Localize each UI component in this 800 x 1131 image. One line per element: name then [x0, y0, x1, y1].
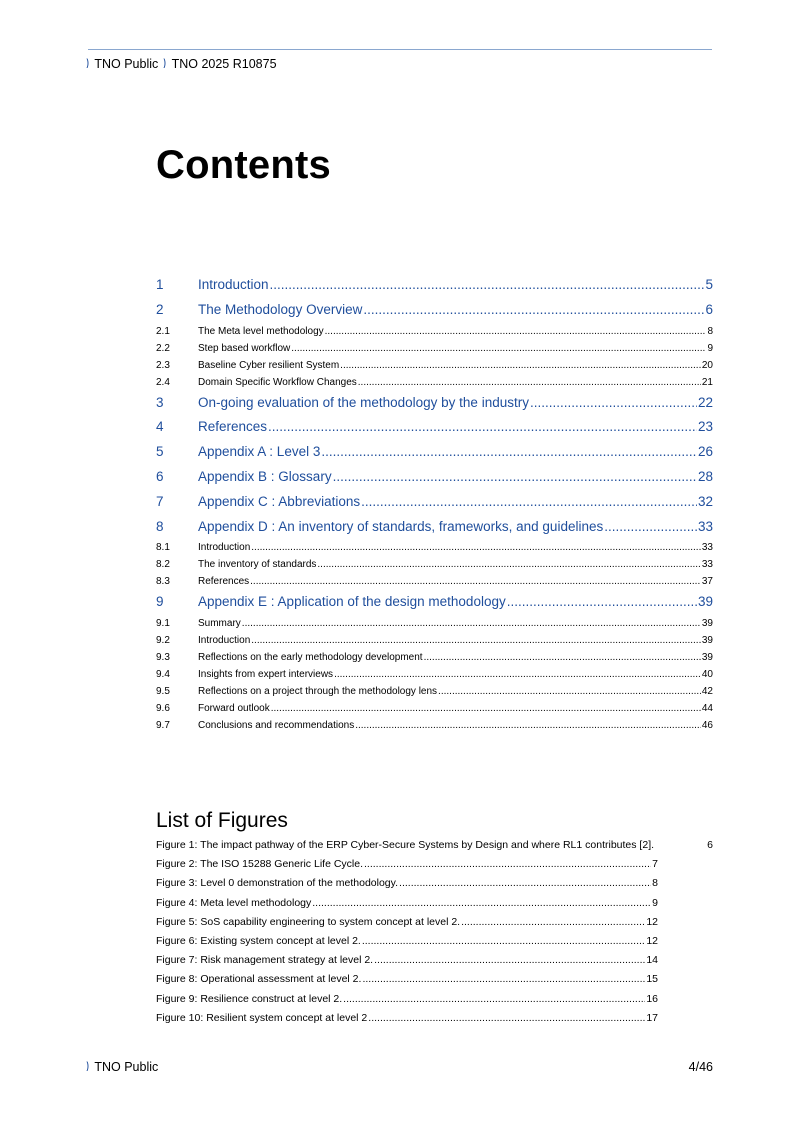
- figure-entry[interactable]: [156, 855, 658, 874]
- dot-leader: [333, 465, 697, 490]
- toc-title: References: [198, 419, 268, 435]
- figure-entry[interactable]: [156, 932, 658, 951]
- dot-leader: [374, 951, 645, 970]
- toc-number: 8.3: [156, 576, 170, 588]
- dot-leader: [530, 391, 697, 416]
- dot-leader: [325, 323, 707, 340]
- dot-leader: [461, 913, 645, 932]
- figure-entry[interactable]: [156, 1009, 658, 1028]
- figure-page-number: 9: [652, 896, 658, 909]
- toc-number: 1: [156, 277, 164, 292]
- tno-mark-icon: ): [86, 58, 89, 69]
- toc-page-number: 42: [701, 686, 713, 698]
- toc-page-number: 40: [701, 669, 713, 681]
- figure-caption: Figure 3: Level 0 demonstration of the methodology.: [156, 877, 399, 890]
- toc-page-number: 8: [707, 325, 713, 337]
- toc-title: Appendix D : An inventory of standards, frameworks, and guidelines: [198, 518, 604, 534]
- toc-entry[interactable]: [156, 649, 713, 666]
- toc-number: 4: [156, 419, 164, 435]
- toc-number: 6: [156, 468, 164, 484]
- figure-entry[interactable]: [156, 836, 713, 855]
- page-indicator: 4/46: [688, 1060, 713, 1074]
- toc-title: Step based workflow: [198, 342, 291, 354]
- toc-page-number: 39: [701, 635, 713, 647]
- figure-page-number: 16: [646, 992, 658, 1005]
- toc-entry[interactable]: [156, 391, 713, 416]
- toc-page-number: 33: [697, 518, 713, 534]
- dot-leader: [291, 340, 706, 357]
- figure-page-number: 7: [652, 858, 658, 871]
- toc-title: The Methodology Overview: [198, 301, 363, 317]
- toc-number: 9.7: [156, 720, 170, 732]
- toc-page-number: 39: [697, 594, 713, 610]
- toc-entry[interactable]: [156, 666, 713, 683]
- toc-entry[interactable]: [156, 515, 713, 540]
- dot-leader: [317, 556, 700, 573]
- toc-page-number: 33: [701, 559, 713, 571]
- toc-number: 9.4: [156, 669, 170, 681]
- page-header: [86, 56, 277, 72]
- dot-leader: [271, 700, 701, 717]
- toc-entry[interactable]: [156, 298, 713, 323]
- dot-leader: [334, 666, 701, 683]
- toc-title: Baseline Cyber resilient System: [198, 359, 340, 371]
- toc-page-number: 33: [701, 542, 713, 554]
- toc-entry[interactable]: [156, 590, 713, 615]
- toc-number: 9: [156, 594, 164, 610]
- toc-page-number: 32: [697, 493, 713, 509]
- dot-leader: [242, 615, 701, 632]
- dot-leader: [424, 649, 701, 666]
- figure-page-number: 14: [646, 954, 658, 967]
- toc-number: 2.2: [156, 342, 170, 354]
- toc-number: 9.3: [156, 652, 170, 664]
- dot-leader: [343, 990, 645, 1009]
- toc-page-number: 44: [701, 703, 713, 715]
- toc-title: References: [198, 576, 250, 588]
- toc-title: Introduction: [198, 277, 269, 292]
- list-of-figures-title: List of Figures: [156, 809, 288, 832]
- dot-leader: [361, 490, 697, 515]
- footer-classification: TNO Public: [94, 1060, 159, 1074]
- toc-entry[interactable]: [156, 717, 713, 734]
- toc-number: 8: [156, 518, 164, 534]
- toc-title: Reflections on a project through the methodology lens: [198, 686, 438, 698]
- toc-number: 9.5: [156, 686, 170, 698]
- dot-leader: [363, 298, 704, 323]
- dot-leader: [358, 374, 701, 391]
- toc-number: 8.1: [156, 542, 170, 554]
- toc-page-number: 37: [701, 576, 713, 588]
- figure-entry[interactable]: [156, 990, 658, 1009]
- toc-number: 5: [156, 444, 164, 460]
- toc-entry[interactable]: [156, 632, 713, 649]
- toc-title: Domain Specific Workflow Changes: [198, 376, 357, 388]
- toc-entry[interactable]: [156, 357, 713, 374]
- figure-caption: Figure 1: The impact pathway of the ERP Cyber-Secure Systems by Design and where RL1 contributes [2].: [156, 839, 655, 851]
- figure-page-number: 12: [646, 934, 658, 947]
- toc-title: The Meta level methodology: [198, 325, 324, 337]
- toc-page-number: 22: [697, 394, 713, 410]
- figure-entry[interactable]: [156, 951, 658, 970]
- figure-caption: Figure 7: Risk management strategy at level 2.: [156, 954, 374, 967]
- toc-title: Appendix C : Abbreviations: [198, 493, 361, 509]
- header-rule: [88, 49, 712, 50]
- toc-entry[interactable]: [156, 615, 713, 632]
- figure-caption: Figure 2: The ISO 15288 Generic Life Cycle.: [156, 858, 363, 871]
- list-of-figures: [156, 836, 713, 1028]
- toc-page-number: 6: [705, 301, 713, 317]
- dot-leader: [362, 970, 645, 989]
- figure-page-number: 12: [646, 915, 658, 928]
- figure-page-number: 15: [646, 973, 658, 986]
- toc-entry[interactable]: [156, 465, 713, 490]
- toc-page-number: 39: [701, 618, 713, 630]
- dot-leader: [321, 440, 697, 465]
- toc-title: Reflections on the early methodology development: [198, 652, 423, 664]
- dot-leader: [251, 632, 701, 649]
- dot-leader: [268, 415, 697, 440]
- figure-page-number: 17: [646, 1011, 658, 1024]
- toc-entry[interactable]: [156, 490, 713, 515]
- toc-entry[interactable]: [156, 340, 713, 357]
- dot-leader: [399, 874, 651, 893]
- toc-number: 3: [156, 394, 164, 410]
- toc-title: Appendix E : Application of the design methodology: [198, 594, 506, 610]
- dot-leader: [362, 932, 645, 951]
- dot-leader: [340, 357, 701, 374]
- toc-entry[interactable]: [156, 556, 713, 573]
- header-report-number: TNO 2025 R10875: [171, 57, 277, 71]
- toc-entry[interactable]: [156, 440, 713, 465]
- figure-entry[interactable]: [156, 874, 658, 893]
- figure-caption: Figure 8: Operational assessment at level 2.: [156, 973, 362, 986]
- toc-title: Appendix B : Glossary: [198, 468, 332, 484]
- dot-leader: [364, 855, 651, 874]
- toc-title: Introduction: [198, 635, 251, 647]
- figure-entry[interactable]: [156, 894, 658, 913]
- toc-number: 9.6: [156, 703, 170, 715]
- toc-number: 7: [156, 493, 164, 509]
- toc-entry[interactable]: [156, 374, 713, 391]
- toc-title: Summary: [198, 618, 241, 630]
- toc-entry[interactable]: [156, 415, 713, 440]
- toc-entry[interactable]: [156, 683, 713, 700]
- toc-entry[interactable]: [156, 573, 713, 590]
- toc-number: 2: [156, 301, 164, 317]
- figure-caption: Figure 4: Meta level methodology: [156, 896, 312, 909]
- figure-caption: Figure 9: Resilience construct at level 2.: [156, 992, 343, 1005]
- dot-leader: [250, 573, 701, 590]
- header-classification: TNO Public: [94, 57, 159, 71]
- toc-page-number: 5: [705, 277, 713, 292]
- figure-entry[interactable]: [156, 913, 658, 932]
- toc-number: 2.1: [156, 325, 170, 337]
- toc-page-number: 9: [707, 342, 713, 354]
- tno-mark-icon: ): [86, 1061, 89, 1072]
- figure-caption: Figure 10: Resilient system concept at level 2: [156, 1011, 368, 1024]
- toc-page-number: 23: [697, 419, 713, 435]
- toc-number: 8.2: [156, 559, 170, 571]
- figure-entry[interactable]: [156, 970, 658, 989]
- toc-number: 2.3: [156, 359, 170, 371]
- dot-leader: [604, 515, 697, 540]
- page-footer: [86, 1059, 713, 1075]
- figure-caption: Figure 5: SoS capability engineering to system concept at level 2.: [156, 915, 461, 928]
- toc-page-number: 46: [701, 720, 713, 732]
- dot-leader: [251, 539, 701, 556]
- toc-page-number: 39: [701, 652, 713, 664]
- dot-leader: [355, 717, 701, 734]
- toc-title: Introduction: [198, 542, 251, 554]
- toc-title: On-going evaluation of the methodology by the industry: [198, 394, 529, 410]
- figure-page-number: 8: [652, 877, 658, 890]
- tno-mark-icon: ): [163, 58, 167, 69]
- toc-title: The inventory of standards: [198, 559, 317, 571]
- toc-title: Appendix A : Level 3: [198, 444, 321, 460]
- dot-leader: [312, 894, 651, 913]
- toc-number: 9.1: [156, 618, 170, 630]
- toc-page-number: 28: [697, 468, 713, 484]
- toc-page-number: 21: [701, 376, 713, 388]
- dot-leader: [438, 683, 701, 700]
- toc-number: 2.4: [156, 376, 170, 388]
- toc-page-number: 26: [697, 444, 713, 460]
- table-of-contents: [156, 273, 713, 734]
- page-title: Contents: [156, 143, 331, 187]
- toc-entry[interactable]: [156, 273, 713, 298]
- toc-number: 9.2: [156, 635, 170, 647]
- dot-leader: [270, 273, 705, 298]
- dot-leader: [368, 1009, 645, 1028]
- toc-entry[interactable]: [156, 323, 713, 340]
- toc-entry[interactable]: [156, 700, 713, 717]
- figure-page-number: 6: [707, 839, 713, 851]
- toc-page-number: 20: [701, 359, 713, 371]
- dot-leader: [507, 590, 697, 615]
- toc-entry[interactable]: [156, 539, 713, 556]
- toc-title: Insights from expert interviews: [198, 669, 334, 681]
- toc-title: Forward outlook: [198, 703, 270, 715]
- figure-caption: Figure 6: Existing system concept at level 2.: [156, 934, 361, 947]
- toc-title: Conclusions and recommendations: [198, 720, 355, 732]
